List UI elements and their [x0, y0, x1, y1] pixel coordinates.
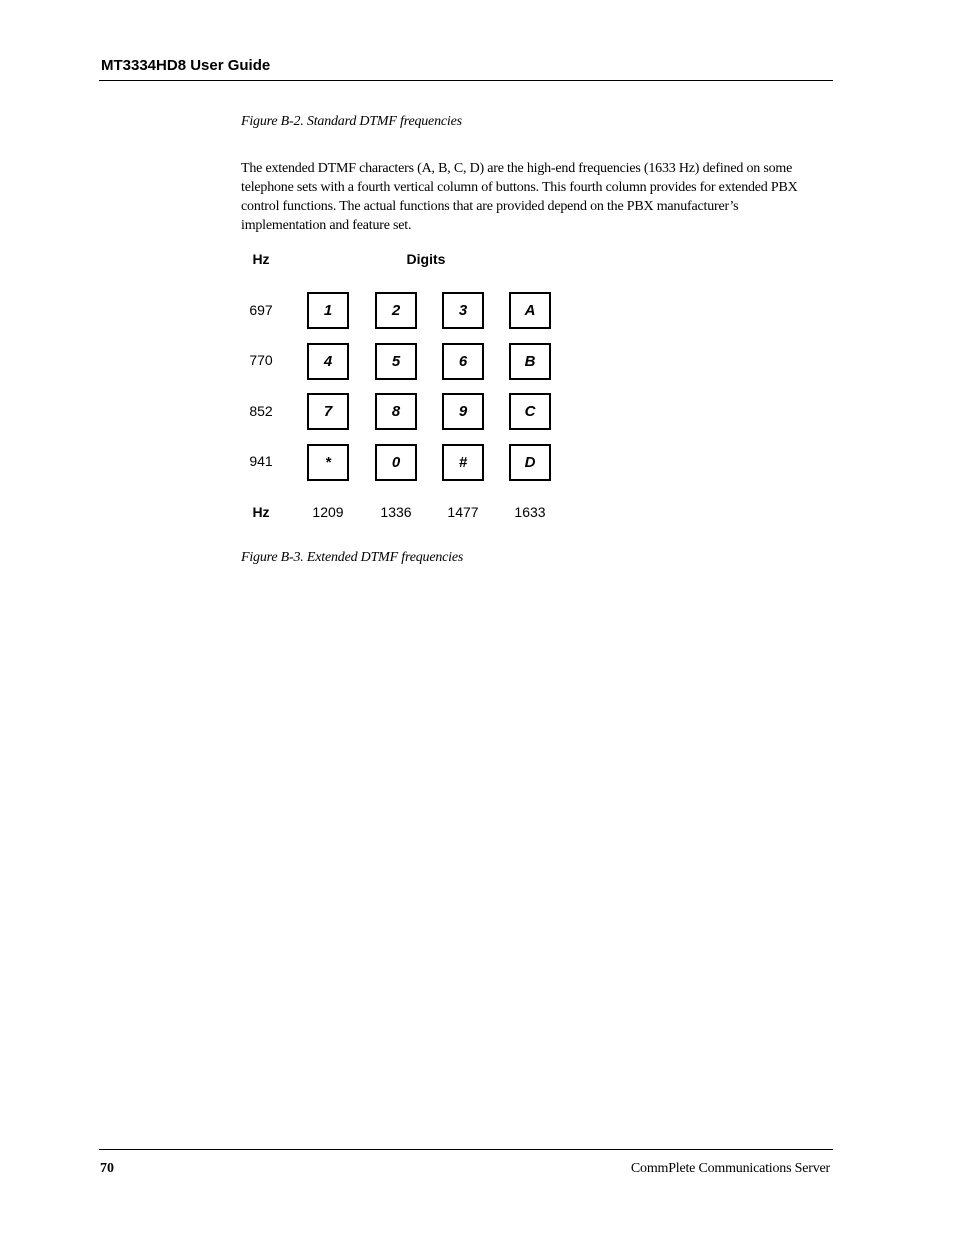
keypad-key: 9 — [442, 393, 484, 430]
keypad-key: 7 — [307, 393, 349, 430]
figure-b2-caption: Figure B-2. Standard DTMF frequencies — [241, 114, 462, 129]
keypad-key: 8 — [375, 393, 417, 430]
header-rule — [99, 80, 833, 81]
column-frequency: 1209 — [312, 504, 344, 520]
keypad-key: 1 — [307, 292, 349, 329]
header-title: MT3334HD8 User Guide — [101, 57, 271, 74]
column-frequency: 1477 — [447, 504, 479, 520]
keypad-key: B — [509, 343, 551, 380]
keypad-key: * — [307, 444, 349, 481]
keypad-key: 6 — [442, 343, 484, 380]
row-hz-label: Hz — [252, 251, 270, 267]
keypad-key: 3 — [442, 292, 484, 329]
keypad-key: 0 — [375, 444, 417, 481]
row-frequency: 941 — [249, 453, 273, 469]
keypad-key: D — [509, 444, 551, 481]
keypad-key: 2 — [375, 292, 417, 329]
column-frequency: 1633 — [514, 504, 546, 520]
keypad-key: 4 — [307, 343, 349, 380]
keypad-key: # — [442, 444, 484, 481]
keypad-key: A — [509, 292, 551, 329]
digits-label: Digits — [406, 251, 446, 267]
footer-rule — [99, 1149, 833, 1150]
figure-b3-caption: Figure B-3. Extended DTMF frequencies — [241, 550, 464, 565]
body-paragraph: The extended DTMF characters (A, B, C, D) are the high-end frequencies (1633 Hz) defined on some telephone sets with a fourth vertical column of buttons. This fourth column provides for extended PBX control functions. The actual functions that are provided depend on the PBX manufacturer’s implementation and feature set. — [241, 161, 798, 233]
row-frequency: 852 — [249, 403, 273, 419]
keypad-key: C — [509, 393, 551, 430]
keypad-key: 5 — [375, 343, 417, 380]
page-number: 70 — [100, 1161, 114, 1176]
row-frequency: 770 — [249, 352, 273, 368]
column-frequency: 1336 — [380, 504, 412, 520]
column-hz-label: Hz — [252, 504, 270, 520]
row-frequency: 697 — [249, 302, 273, 318]
footer-title: CommPlete Communications Server — [630, 1161, 830, 1176]
